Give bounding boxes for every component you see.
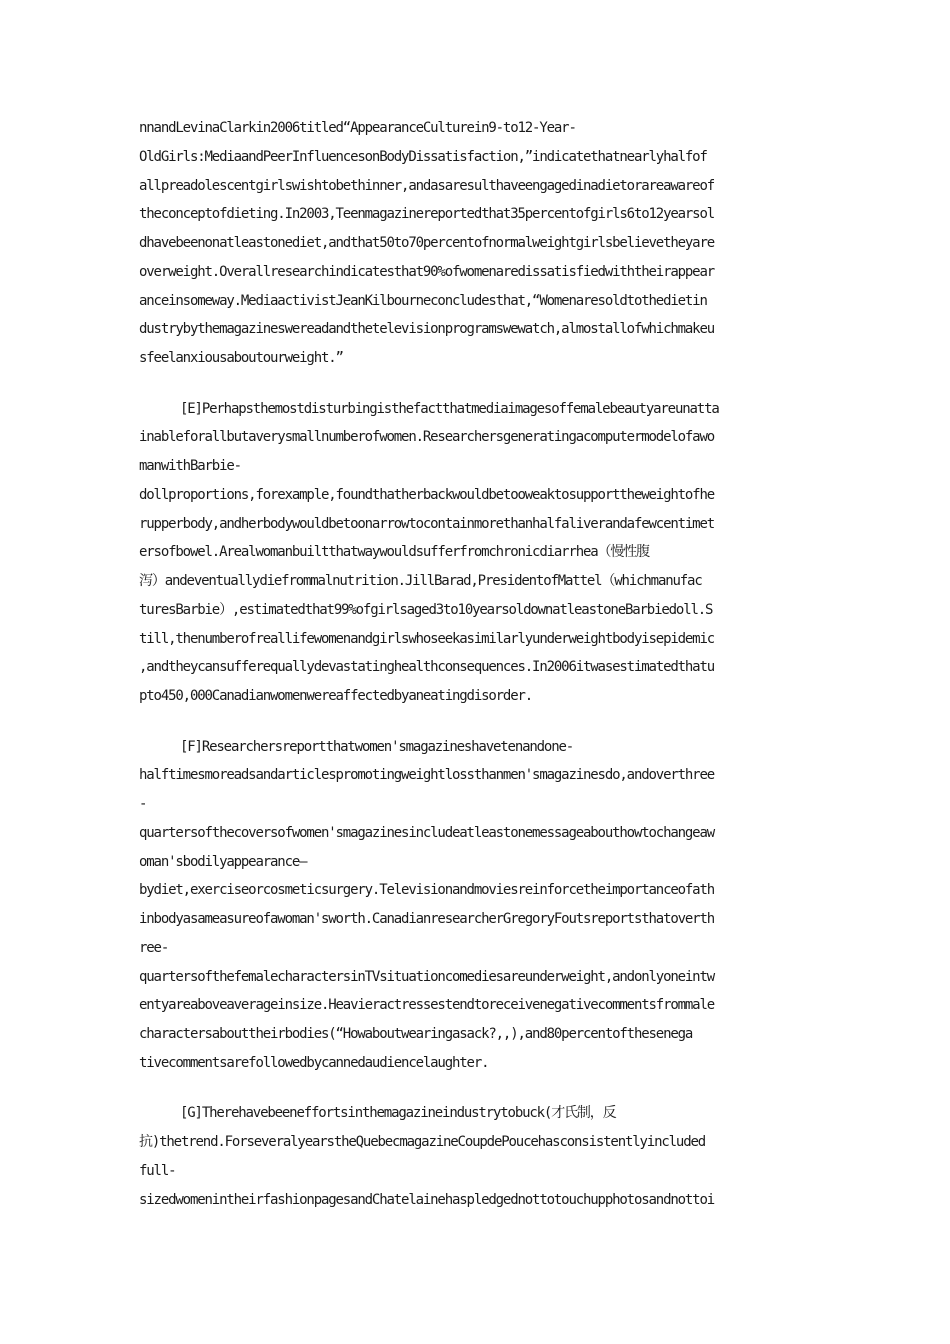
paragraph-f-line: halftimesmoreadsandarticlespromotingweightlossthanmen'smagazinesdo,andoverthree [139,767,715,783]
paragraph-d-line: nnandLevinaClarkin2006titled“AppearanceCulturein9-to12-Year- [139,120,576,136]
paragraph-e-line: rupperbody,andherbodywouldbetoonarrowtocontainmorethanhalfaliverandafewcentimet [139,516,715,532]
paragraph-e-line: till,thenumberofreallifewomenandgirlswhoseekasimilarlyunderweightbodyisepidemic [139,631,715,647]
paragraph-f-line: oman'sbodilyappearance— [139,854,307,870]
paragraph-e-line: ,andtheycansufferequallydevastatinghealthconsequences.In2006itwasestimatedthatu [139,659,715,675]
paragraph-e-line: manwithBarbie- [139,458,241,474]
paragraph-d-line: OldGirls:MediaandPeerInfluencesonBodyDissatisfaction,”indicatethatnearlyhalfof [139,149,707,165]
paragraph-f-line: bydiet,exerciseorcosmeticsurgery.Televisionandmoviesreinforcetheimportanceofath [139,882,715,898]
paragraph-d-line: anceinsomeway.MediaactivistJeanKilbourneconcludesthat,“Womenaresoldtothedietin [139,293,707,309]
paragraph-g-line: 抗)thetrend.ForseveralyearstheQuebecmagazineCoupdePoucehasconsistentlyincluded [139,1134,706,1150]
paragraph-d-line: allpreadolescentgirlswishtobethinner,andasaresulthaveengagedinadietorareawareof [139,178,715,194]
paragraph-d-line: dhavebeenonatleastonediet,andthat50to70percentofnormalweightgirlsbelievetheyare [139,235,715,251]
paragraph-e-line: inableforallbutaverysmallnumberofwomen.Researchersgeneratingacomputermodelofawo [139,429,715,445]
paragraph-d-line: dustrybythemagazineswereadandthetelevisionprogramswewatch,almostallofwhichmakeu [139,321,715,337]
paragraph-f-line: tivecommentsarefollowedbycannedaudiencelaughter. [139,1055,489,1071]
paragraph-f-line: charactersabouttheirbodies(“Howaboutwearingasack?,,),and80percentofthesenega [139,1026,693,1042]
paragraph-f-line: quartersofthefemalecharactersinTVsituationcomediesareunderweight,andonlyoneintw [139,969,715,985]
paragraph-e-line: 泻）andeventuallydiefrommalnutrition.JillBarad,PresidentofMattel（whichmanufac [139,573,702,589]
paragraph-f-line: quartersofthecoversofwomen'smagazinesincludeatleastonemessageabouthowtochangeaw [139,825,715,841]
paragraph-e-line: pto450,000Canadianwomenwereaffectedbyaneatingdisorder. [139,688,533,704]
paragraph-g-line: [G]Therehavebeeneffortsinthemagazineindustrytobuck(才氏制，反 [180,1105,616,1121]
paragraph-f-line: - [139,796,147,812]
paragraph-f-line: [F]Researchersreportthatwomen'smagazineshavetenandone- [180,739,574,755]
paragraph-e-line: dollproportions,forexample,foundthatherbackwouldbetooweaktosupporttheweightofhe [139,487,715,503]
paragraph-d-line: sfeelanxiousaboutourweight.” [139,350,343,366]
paragraph-g-line: full- [139,1163,176,1179]
paragraph-f-line: inbodyasameasureofawoman'sworth.CanadianresearcherGregoryFoutsreportsthatoverth [139,911,715,927]
paragraph-g-line: sizedwomenintheirfashionpagesandChatelainehaspledgednottotouchupphotosandnottoi [139,1192,715,1208]
paragraph-e-line: [E]Perhapsthemostdisturbingisthefactthatmediaimagesoffemalebeautyareunatta [180,401,719,417]
paragraph-f-line: ree- [139,940,169,956]
paragraph-e-line: turesBarbie）,estimatedthat99%ofgirlsaged3to10yearsoldownatleastoneBarbiedoll.S [139,602,713,618]
paragraph-f-line: entyareaboveaverageinsize.Heavieractressestendtoreceivenegativecommentsfrommale [139,997,715,1013]
paragraph-d-line: theconceptofdieting.In2003,Teenmagazinereportedthat35percentofgirls6to12yearsol [139,206,715,222]
paragraph-e-line: ersofbowel.Arealwomanbuiltthatwaywouldsufferfromchronicdiarrhea（慢性腹 [139,544,649,560]
paragraph-d-line: overweight.Overallresearchindicatesthat90%ofwomenaredissatisfiedwiththeirappear [139,264,715,280]
